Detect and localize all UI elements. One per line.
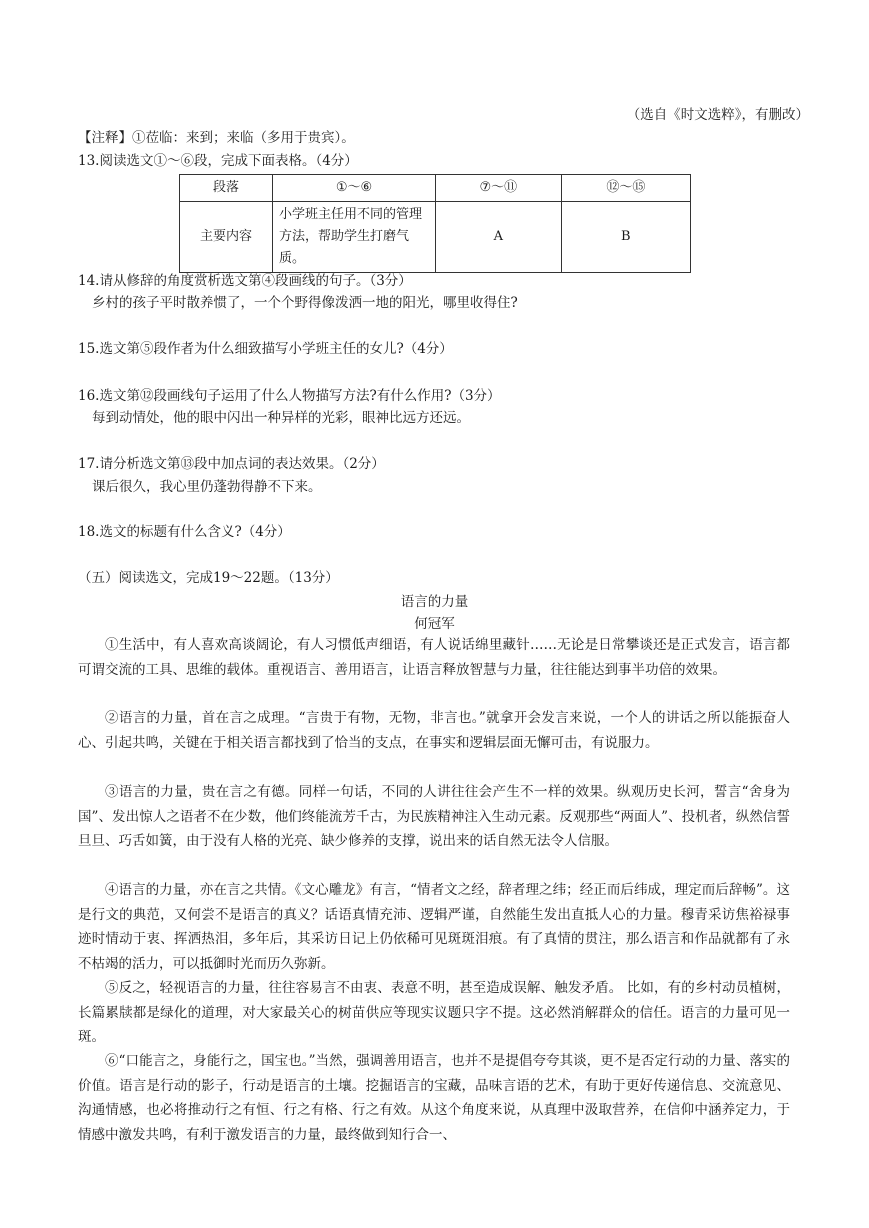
answer-cell-b: B bbox=[561, 202, 690, 273]
paragraph-4: ④语言的力量，亦在言之共情。《文心雕龙》有言，“情者文之经，辞者理之纬；经正而后纬成，理定而后辞畅”。这是行文的典范，又何尝不是语言的真义？话语真情充沛、逻辑严谨，自然能生发出直抵人心的力量。穆青采访焦裕禄事迹时情动于衷、挥洒热泪，多年后，其采访日记上仍依稀可见斑斑泪痕。有了真情的贯注，那么语言和作品就都有了永不枯竭的活力，可以抵御时光而历久弥新。 bbox=[78, 882, 790, 972]
header-cell: ⑦～⑪ bbox=[436, 175, 562, 202]
row-label: 主要内容 bbox=[180, 202, 273, 273]
question-17-quote: 课后很久，我心里仍蓬勃得静不下来。 bbox=[92, 479, 322, 495]
question-14: 14.请从修辞的角度赏析选文第④段画线的句子。（3分） bbox=[78, 273, 412, 289]
paragraph-2: ②语言的力量，首在言之成理。“言贵于有物，无物，非言也。”就拿开会发言来说，一个人的讲话之所以能振奋人心、引起共鸣，关键在于相关语言都找到了恰当的支点，在事实和逻辑层面无懈可击，有说服力。 bbox=[78, 710, 790, 751]
summary-table bbox=[179, 174, 691, 273]
answer-cell-a: A bbox=[436, 202, 562, 273]
paragraph-3: ③语言的力量，贵在言之有德。同样一句话，不同的人讲往往会产生不一样的效果。纵观历史长河，誓言“舍身为国”、发出惊人之语者不在少数，他们终能流芳千古，为民族精神注入生动元素。反观那些“两面人”、投机者，纵然信誓旦旦、巧舌如簧，由于没有人格的光亮、缺少修养的支撑，说出来的话自然无法令人信服。 bbox=[78, 784, 790, 849]
paragraph-6: ⑥“口能言之，身能行之，国宝也。”当然，强调善用语言，也并不是提倡夸夸其谈，更不是否定行动的力量、落实的价值。语言是行动的影子，行动是语言的土壤。挖掘语言的宝藏，品味言语的艺术，有助于更好传递信息、交流意见、沟通情感，也必将推动行之有恒、行之有格、行之有效。从这个角度来说，从真理中汲取营养，在信仰中涵养定力，于情感中激发共鸣，有利于激发语言的力量，最终做到知行合一、 bbox=[78, 1053, 790, 1143]
article-title: 语言的力量 bbox=[400, 594, 469, 610]
source-note: （选自《时文选粹》，有删改） bbox=[626, 107, 809, 123]
section-5-heading: （五）阅读选文，完成19～22题。（13分） bbox=[78, 570, 339, 586]
question-16-quote: 每到动情处，他的眼中闪出一种异样的光彩，眼神比远方还远。 bbox=[92, 410, 470, 426]
paragraph-1: ①生活中，有人喜欢高谈阔论，有人习惯低声细语，有人说话绵里藏针……无论是日常攀谈还是正式发言，语言都可谓交流的工具、思维的载体。重视语言、善用语言，让语言释放智慧与力量，往往能达到事半功倍的效果。 bbox=[78, 637, 790, 678]
content-cell: 小学班主任用不同的管理方法，帮助学生打磨气质。 bbox=[273, 202, 436, 273]
article-author: 何冠军 bbox=[414, 616, 455, 632]
question-15: 15.选文第⑤段作者为什么细致描写小学班主任的女儿?（4分） bbox=[78, 341, 453, 357]
header-cell: 段落 bbox=[180, 175, 273, 202]
question-17: 17.请分析选文第⑬段中加点词的表达效果。（2分） bbox=[78, 456, 385, 472]
table-row bbox=[180, 202, 691, 273]
question-13: 13.阅读选文①～⑥段，完成下面表格。（4分） bbox=[78, 153, 358, 169]
paragraph-5: ⑤反之，轻视语言的力量，往往容易言不由衷、表意不明，甚至造成误解、触发矛盾。 比如，有的乡村动员植树，长篇累牍都是绿化的道理，对大家最关心的树苗供应等现实议题只字不提。这必然消解群众的信任。语言的力量可见一斑。 bbox=[78, 980, 790, 1045]
table-header-row bbox=[180, 175, 691, 202]
question-18: 18.选文的标题有什么含义?（4分） bbox=[78, 524, 291, 540]
annotation: 【注释】①莅临：来到；来临（多用于贵宾）。 bbox=[78, 130, 355, 146]
question-16: 16.选文第⑫段画线句子运用了什么人物描写方法?有什么作用?（3分） bbox=[78, 388, 501, 404]
header-cell: ⑫～⑮ bbox=[561, 175, 690, 202]
header-cell: ①～⑥ bbox=[273, 175, 436, 202]
question-14-quote: 乡村的孩子平时散养惯了，一个个野得像泼洒一地的阳光，哪里收得住? bbox=[92, 295, 518, 311]
